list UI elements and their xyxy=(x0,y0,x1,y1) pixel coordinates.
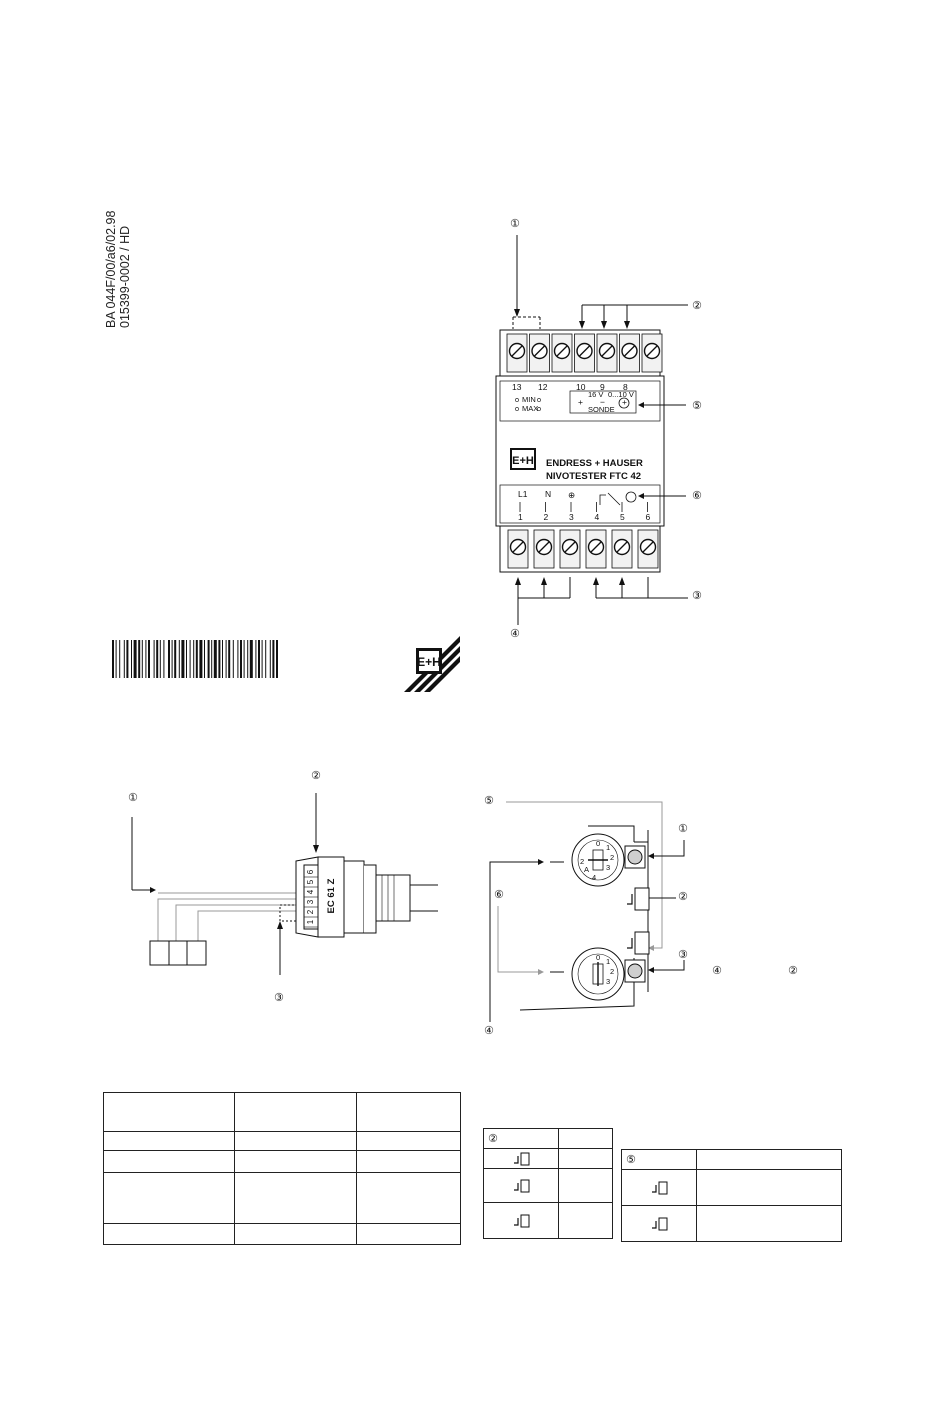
barcode-bar xyxy=(160,640,161,678)
max-label: MAX xyxy=(522,404,539,413)
dial-top-mark-3: 3 xyxy=(606,863,611,872)
probe-terminal-block xyxy=(150,941,206,965)
minus: − xyxy=(600,397,605,407)
jumper-icon xyxy=(508,1212,534,1230)
barcode-bar xyxy=(204,640,205,678)
barcode-bar xyxy=(154,640,155,678)
barcode-bar xyxy=(270,640,271,678)
plus-1: + xyxy=(578,397,583,407)
dial-top-side-2: 2 xyxy=(580,857,585,866)
led-top-icon xyxy=(628,850,642,864)
eh-logo-icon: E+H xyxy=(512,455,534,467)
screw-terminal-icon xyxy=(560,530,580,568)
dial-top-side-a: A xyxy=(584,865,590,874)
probe-pin-2: 2 xyxy=(306,909,315,915)
screw-terminal-icon xyxy=(507,334,527,372)
barcode-bar xyxy=(258,640,260,678)
callout-6: ⑥ xyxy=(692,490,702,502)
document-code: 015399-0002 / HD xyxy=(118,225,132,328)
probe-pin-1: 1 xyxy=(306,919,315,925)
top-terminal-row xyxy=(507,334,662,372)
terminal-number-4: 4 xyxy=(594,512,600,522)
callout-2: ② xyxy=(692,300,702,312)
barcode-bar xyxy=(199,640,202,678)
sonde-label: SONDE xyxy=(588,405,615,414)
jumper-lower-icon xyxy=(635,932,649,954)
barcode-bar xyxy=(237,640,238,678)
barcode-bar xyxy=(255,640,256,678)
settings-table xyxy=(103,1092,461,1245)
switch-callout-5: ⑤ xyxy=(484,795,494,807)
callout-5: ⑤ xyxy=(692,400,702,412)
barcode-bar xyxy=(190,640,191,678)
barcode-bar xyxy=(214,640,217,678)
barcode-bar xyxy=(142,640,143,678)
supply-range: 0...10 V xyxy=(608,390,634,399)
jumper-upper-icon xyxy=(635,888,649,910)
terminal-8: 8 xyxy=(623,382,628,392)
screw-terminal-icon xyxy=(612,530,632,568)
connector-label: EC 61 Z xyxy=(326,878,337,914)
min-label: MIN xyxy=(522,395,536,404)
barcode-bar xyxy=(218,640,220,678)
terminal-9: 9 xyxy=(600,382,605,392)
terminal-10: 10 xyxy=(576,382,586,392)
switch-callout-3: ③ xyxy=(678,949,688,961)
probe-callout-1: ① xyxy=(128,792,138,804)
probe-connector-diagram xyxy=(120,765,440,1015)
screw-terminal-icon xyxy=(620,334,640,372)
terminal-number-5: 5 xyxy=(620,512,625,522)
barcode-bar xyxy=(222,640,223,678)
brand-line-1: ENDRESS + HAUSER xyxy=(546,458,643,469)
barcode-bar xyxy=(119,640,120,678)
barcode-bar xyxy=(179,640,180,678)
dial-top-side-4: 4 xyxy=(592,873,597,882)
barcode-bar xyxy=(196,640,198,678)
barcode-bar xyxy=(244,640,245,678)
supply-16v: 16 V xyxy=(588,390,604,399)
barcode-bar xyxy=(145,640,146,678)
jumper-icon xyxy=(646,1179,672,1197)
probe-pin-4: 4 xyxy=(306,889,315,895)
dial-top-mark-2: 2 xyxy=(610,853,615,862)
barcode-bar xyxy=(276,640,278,678)
probe-pin-5: 5 xyxy=(306,879,315,885)
callout-3: ③ xyxy=(692,590,702,602)
barcode-bar xyxy=(112,640,114,678)
barcode-bar xyxy=(181,640,184,678)
screw-terminal-icon xyxy=(642,334,662,372)
led-bottom-icon xyxy=(628,964,642,978)
plus-2: + xyxy=(622,397,627,407)
barcode-bar xyxy=(272,640,274,678)
jumper-table-2-header: ② xyxy=(484,1129,559,1149)
screw-terminal-icon xyxy=(586,530,606,568)
barcode-bar xyxy=(163,640,164,678)
label-n: N xyxy=(545,489,552,499)
barcode-bar xyxy=(148,640,150,678)
dial-bottom-mark-0: 0 xyxy=(596,953,601,962)
barcode-bar xyxy=(126,640,128,678)
barcode-bar xyxy=(240,640,242,678)
dial-top-mark-0: 0 xyxy=(596,839,601,848)
screw-terminal-icon xyxy=(534,530,554,568)
jumper-table-5-header: ⑤ xyxy=(622,1150,697,1170)
barcode-bar xyxy=(124,640,125,678)
screw-terminal-icon xyxy=(638,530,658,568)
barcode-bar xyxy=(247,640,248,678)
barcode-bar xyxy=(250,640,253,678)
callout-1: ① xyxy=(510,218,520,230)
barcode-bar xyxy=(228,640,230,678)
screw-terminal-icon xyxy=(552,334,572,372)
jumper-icon xyxy=(646,1215,672,1233)
barcode-bar xyxy=(116,640,117,678)
barcode-bar xyxy=(226,640,227,678)
dial-bottom-mark-1: 1 xyxy=(606,957,611,966)
barcode-bar xyxy=(208,640,210,678)
barcode-bar xyxy=(156,640,158,678)
barcode-bar xyxy=(186,640,187,678)
barcode xyxy=(112,640,352,678)
brand-line-2: NIVOTESTER FTC 42 xyxy=(546,471,642,482)
dial-bottom-mark-3: 3 xyxy=(606,977,611,986)
barcode-bar xyxy=(131,640,132,678)
document-id xyxy=(104,211,132,328)
switch-callout-6: ⑥ xyxy=(494,889,504,901)
terminal-number-2: 2 xyxy=(543,512,549,522)
document-number: BA 044F/00/a6/02.98 xyxy=(104,210,118,328)
barcode-bar xyxy=(211,640,212,678)
screw-terminal-icon xyxy=(597,334,617,372)
eh-corner-logo-text: E+H xyxy=(417,655,441,669)
probe-callout-3: ③ xyxy=(274,992,284,1004)
switch-callout-4: ④ xyxy=(484,1025,494,1037)
switch-callout-2b: ② xyxy=(788,965,798,977)
jumper-icon xyxy=(508,1150,534,1168)
dial-top-mark-1: 1 xyxy=(606,843,611,852)
switch-callout-4b: ④ xyxy=(712,965,722,977)
terminal-number-3: 3 xyxy=(569,512,574,522)
screw-terminal-icon xyxy=(575,334,595,372)
barcode-bar xyxy=(134,640,137,678)
callout-4: ④ xyxy=(510,628,520,640)
ground-icon: ⊕ xyxy=(568,490,576,500)
probe-callout-2: ② xyxy=(311,770,321,782)
terminal-number-6: 6 xyxy=(645,512,651,522)
barcode-bar xyxy=(262,640,263,678)
jumper-table-2 xyxy=(483,1128,613,1239)
label-l1: L1 xyxy=(518,489,528,499)
jumper-table-5 xyxy=(621,1149,842,1242)
switch-setting-diagram xyxy=(480,790,820,1040)
screw-terminal-icon xyxy=(508,530,528,568)
switch-callout-1: ① xyxy=(678,823,688,835)
terminal-12: 12 xyxy=(538,382,548,392)
switch-callout-2: ② xyxy=(678,891,688,903)
dial-bottom-mark-2: 2 xyxy=(610,967,615,976)
screw-terminal-icon xyxy=(530,334,550,372)
probe-pin-3: 3 xyxy=(306,899,315,905)
front-panel-diagram xyxy=(490,205,730,655)
barcode-bar xyxy=(233,640,234,678)
terminal-13: 13 xyxy=(512,382,522,392)
eh-corner-logo xyxy=(400,632,464,694)
barcode-bar xyxy=(138,640,140,678)
probe-pin-6: 6 xyxy=(306,869,315,875)
barcode-bar xyxy=(174,640,176,678)
jumper-icon xyxy=(508,1177,534,1195)
barcode-bar xyxy=(168,640,170,678)
barcode-bar xyxy=(265,640,266,678)
barcode-bar xyxy=(172,640,173,678)
terminal-number-1: 1 xyxy=(518,512,523,522)
barcode-bar xyxy=(193,640,194,678)
